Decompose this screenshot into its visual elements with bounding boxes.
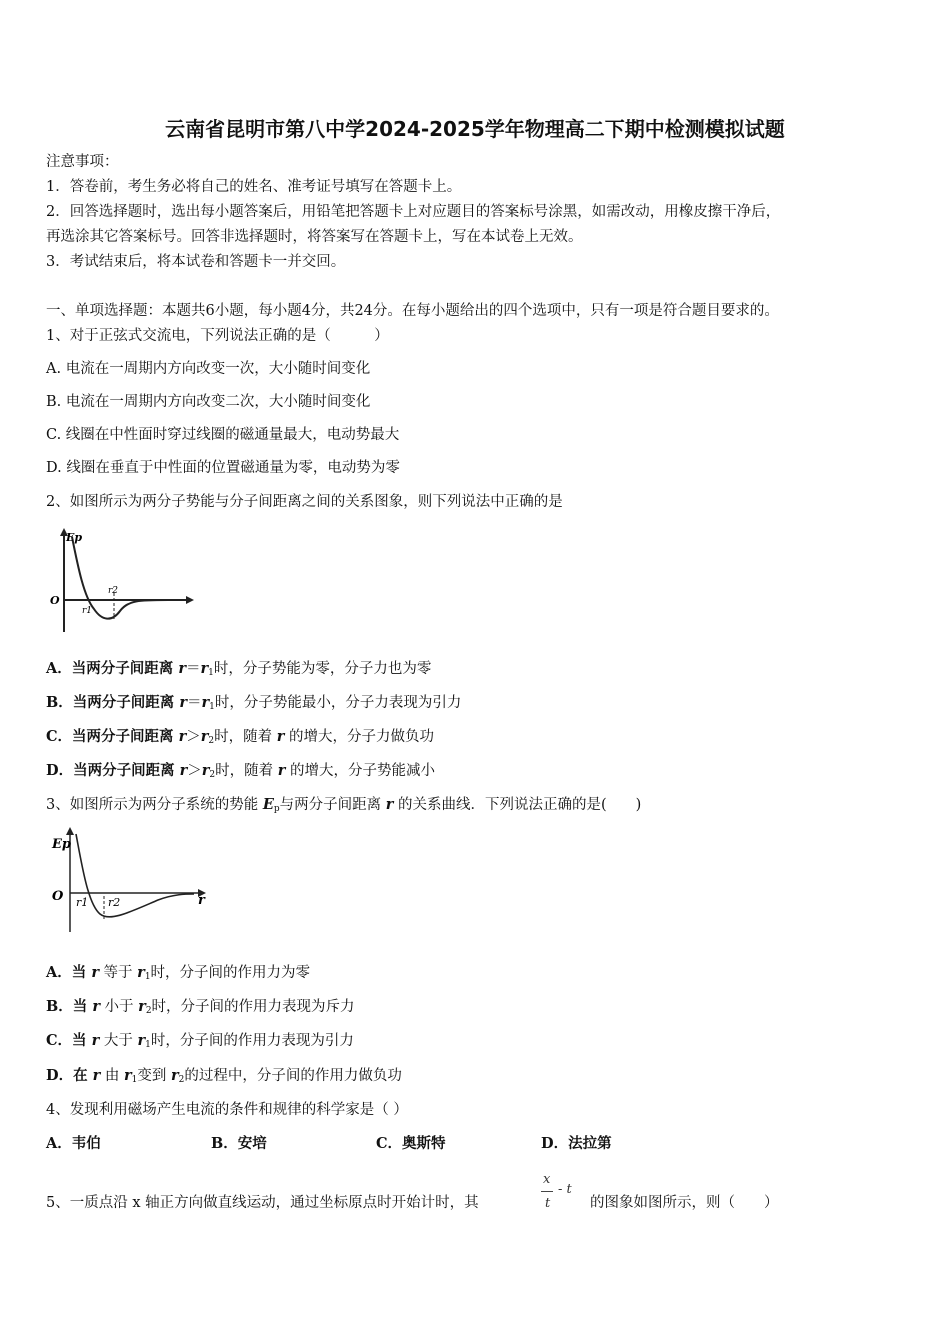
q2-r1-label: r1 xyxy=(82,606,93,616)
q1-option-b: B. 电流在一周期内方向改变二次，大小随时间变化 xyxy=(46,394,371,410)
q3-origin-label: O xyxy=(52,889,64,904)
q5-fraction-denominator: t xyxy=(545,1196,551,1211)
q3-option-b: B．当 r 小于 $r_2$时，分子间的作用力表现为斥力 xyxy=(46,998,355,1016)
q5-fraction-tail: - t xyxy=(558,1182,572,1197)
q3-y-label: Ep xyxy=(52,837,71,852)
q3-potential-energy-graph xyxy=(48,826,218,938)
q5-fraction-bar xyxy=(541,1191,553,1192)
section-heading: 一、单项选择题：本题共6小题，每小题4分，共24分。在每小题给出的四个选项中，只有一项是符合题目要求的。 xyxy=(46,303,779,319)
notice-item-2: 2．回答选择题时，选出每小题答案后，用铅笔把答题卡上对应题目的答案标号涂黑，如需改动，用橡皮擦干净后， xyxy=(46,204,781,220)
q3-x-label: r xyxy=(198,893,205,908)
q3-r1-label: r1 xyxy=(76,896,89,909)
q1-option-a: A. 电流在一周期内方向改变一次，大小随时间变化 xyxy=(46,361,371,377)
q2-y-label: Ep xyxy=(66,531,83,544)
q4-option-d: D．法拉第 xyxy=(541,1135,612,1152)
notice-item-1: 1．答卷前，考生务必将自己的姓名、准考证号填写在答题卡上。 xyxy=(46,179,462,195)
q2-stem: 2、如图所示为两分子势能与分子间距离之间的关系图象，则下列说法中正确的是 xyxy=(46,494,563,510)
q3-option-d: D．在 r 由 $r_1$变到 $r_2$的过程中，分子间的作用力做负功 xyxy=(46,1067,402,1085)
q1-option-d: D. 线圈在垂直于中性面的位置磁通量为零，电动势为零 xyxy=(46,460,400,476)
q1-option-c: C. 线圈在中性面时穿过线圈的磁通量最大，电动势最大 xyxy=(46,427,400,443)
q4-option-a: A．韦伯 xyxy=(46,1135,101,1152)
q2-option-b: B．当两分子间距离 $r=r_1$时，分子势能最小，分子力表现为引力 xyxy=(46,694,462,712)
q5-stem-end: 的图象如图所示，则（ ） xyxy=(590,1195,779,1211)
q4-stem: 4、发现利用磁场产生电流的条件和规律的科学家是（ ） xyxy=(46,1102,408,1118)
q4-option-c: C．奥斯特 xyxy=(376,1135,446,1152)
q2-option-a: A．当两分子间距离 $r=r_1$时，分子势能为零，分子力也为零 xyxy=(46,660,432,678)
page-title: 云南省昆明市第八中学2024-2025学年物理高二下期中检测模拟试题 xyxy=(165,117,785,141)
notice-item-2-cont: 再选涂其它答案标号。回答非选择题时，将答案写在答题卡上，写在本试卷上无效。 xyxy=(46,229,583,245)
q2-origin-label: O xyxy=(50,594,60,607)
notice-heading: 注意事项： xyxy=(46,154,119,170)
q3-option-c: C．当 r 大于 $r_1$时，分子间的作用力表现为引力 xyxy=(46,1032,354,1050)
q2-r2-label: r2 xyxy=(108,586,119,596)
q2-x-axis-arrow xyxy=(186,596,194,604)
q2-potential-energy-graph xyxy=(48,527,198,637)
q1-stem: 1、对于正弦式交流电，下列说法正确的是（ ） xyxy=(46,328,389,344)
q4-option-b: B．安培 xyxy=(211,1135,267,1152)
q3-option-a: A．当 r 等于 $r_1$时，分子间的作用力为零 xyxy=(46,964,311,982)
q3-y-axis-arrow xyxy=(66,827,74,835)
notice-item-3: 3．考试结束后，将本试卷和答题卡一并交回。 xyxy=(46,254,346,270)
q2-option-c: C．当两分子间距离 $r>r_2$时，随着 r 的增大，分子力做负功 xyxy=(46,728,434,746)
q3-r2-label: r2 xyxy=(108,896,121,909)
q3-curve xyxy=(76,834,194,917)
q2-option-d: D．当两分子间距离 $r>r_2$时，随着 r 的增大，分子势能减小 xyxy=(46,762,435,780)
q5-stem: 5、一质点沿 x 轴正方向做直线运动，通过坐标原点时开始计时，其 xyxy=(46,1195,479,1211)
q5-fraction-numerator: x xyxy=(543,1172,551,1187)
q3-stem: 3、如图所示为两分子系统的势能 $E_p$与两分子间距离 r 的关系曲线．下列说法正确的是( ) xyxy=(46,796,642,814)
